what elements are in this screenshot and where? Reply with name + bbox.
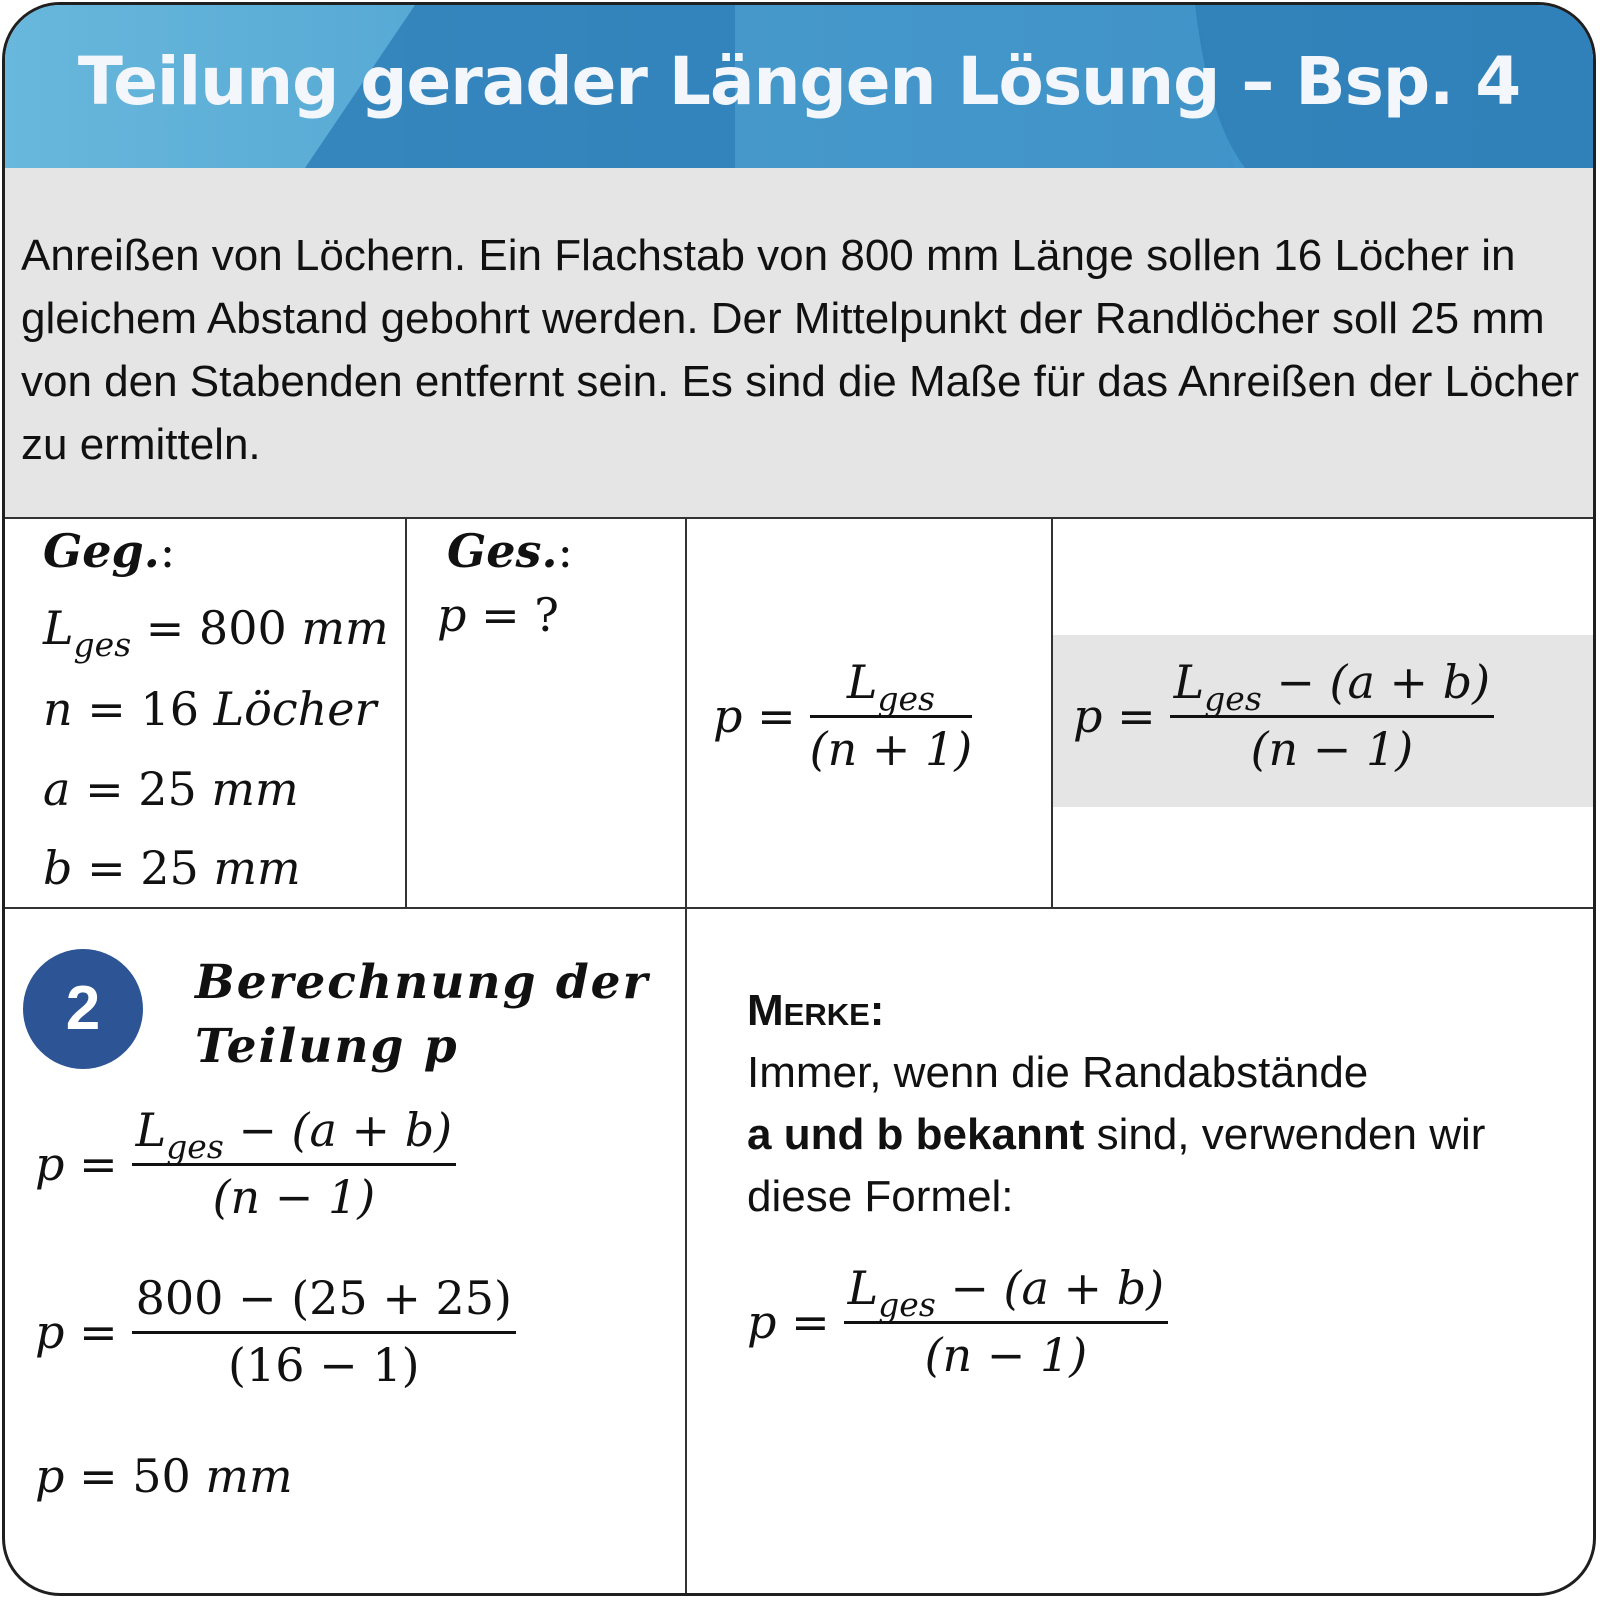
given-length: $L_{ges} = 800$ mm	[43, 601, 389, 664]
step-number-badge: 2	[23, 949, 143, 1069]
worksheet-card	[2, 2, 1596, 1596]
given-a: a = 25 mm	[43, 762, 299, 816]
sought-heading: Ges.:	[447, 524, 573, 578]
page-title: Teilung gerader Längen Lösung – Bsp. 4	[77, 43, 1521, 120]
divider-middle	[685, 519, 687, 1596]
divider-given	[405, 519, 407, 909]
remember-formula: p = $\frac{L_{ges} - (a + b)}{(n - 1)}$	[747, 1261, 1168, 1382]
remember-note	[747, 980, 1567, 1228]
remember-line-3: diese Formel:	[747, 1172, 1014, 1221]
title-banner	[5, 5, 1593, 168]
step-title: Berechnung der Teilung p	[195, 955, 650, 1074]
task-box	[5, 168, 1593, 519]
calc-result: p = 50 mm	[35, 1449, 293, 1503]
given-b: b = 25 mm	[43, 841, 301, 895]
remember-line-2: a und b bekannt sind, verwenden wir	[747, 1110, 1486, 1159]
formula-equal-spacing: p = $\frac{L_{ges}}{(n + 1)}$	[713, 655, 973, 776]
formula-edge-spacing: p = $\frac{L_{ges} - (a + b)}{(n - 1)}$	[1073, 655, 1494, 776]
remember-line-1: Immer, wenn die Randabstände	[747, 1048, 1369, 1097]
divider-horizontal	[5, 907, 1596, 909]
remember-heading: Merke:	[747, 986, 885, 1035]
given-heading: Geg.:	[43, 524, 176, 578]
calc-formula: p = $\frac{L_{ges} - (a + b)}{(n - 1)}$	[35, 1103, 456, 1224]
task-text: Anreißen von Löchern. Ein Flachstab von 800 mm Länge sollen 16 Löcher in gleichem Abstand gebohrt werden. Der Mittelpunkt der Randlöcher soll 25 mm von den Stabenden entfernt sein. Es sind die Maße für das Anreißen der Löcher zu ermitteln.	[21, 231, 1580, 469]
given-holes: n = 16 Löcher	[43, 682, 377, 736]
sought-expression: p = ?	[437, 588, 559, 642]
calc-substitution: p = $\frac{800 - (25 + 25)}{(16 - 1)}$	[35, 1271, 516, 1392]
